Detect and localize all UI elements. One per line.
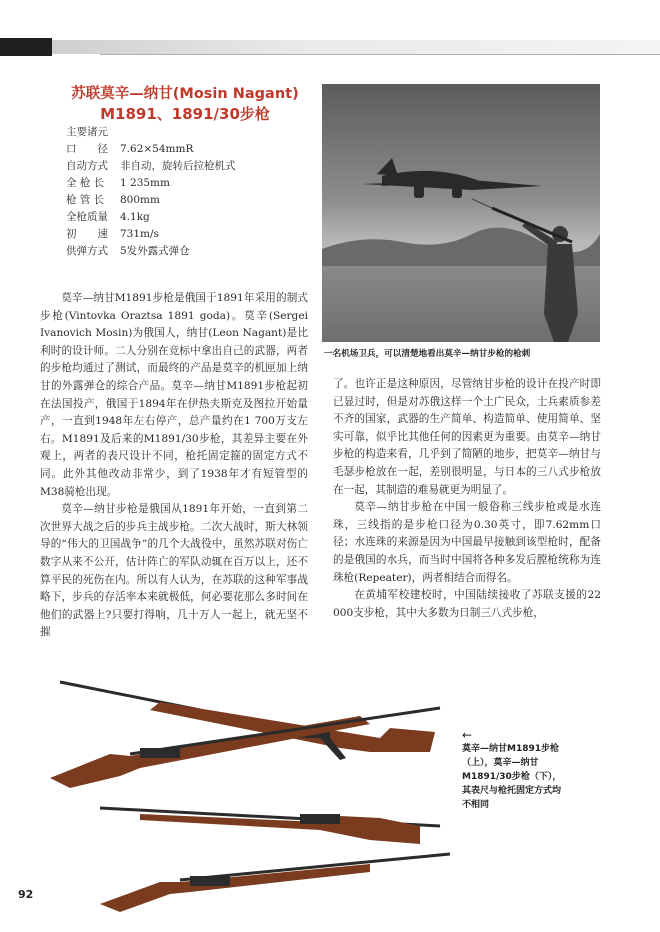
paragraph: 了。也许正是这种原因，尽管纳甘步枪的设计在投产时即已显过时，但是对苏俄这样一个土广民众，士兵素质参差不齐的国家，武器的生产简单、构造简单、使用简单、坚实可靠，似乎比其他任何的因素更为重要。由莫辛—纳甘步枪的构造来看，几乎到了简陋的地步，把莫辛—纳甘与毛瑟步枪放在一起，差别很明显，与日本的三八式步枪放在一起，其制造的难易就更为明显了。: [333, 378, 601, 496]
paragraph: 莫辛—纳甘步枪是俄国从1891年开始，一直到第二次世界大战之后的步兵主战步枪。二次大战时，斯大林领导的“伟大的卫国战争”的几个大战役中，虽然苏联对伤亡数字从来不公开，估计阵亡的军队动辄在百万以上，还不算平民的死伤在内。所以有人认为，在苏联的这种军事战略下，步兵的存活率本来就极低，何必要花那么多时间在他们的武器上?只要打得响，几十万人一起上，就无坚不摧: [40, 503, 308, 639]
paragraph: 在黄埔军校建校时，中国陆续接收了苏联支援的22 000支步枪，其中大多数为日制三八式步枪，: [333, 589, 601, 619]
spec-value: 800mm: [120, 194, 160, 206]
spec-key: 供弹方式: [66, 245, 108, 257]
spec-value: 731m/s: [120, 228, 159, 240]
rifle-m1891-top: [60, 682, 435, 760]
paragraph: 莫辛—纳甘步枪在中国一般俗称三线步枪或是水连珠，三线指的是步枪口径为0.30英寸，即7.62mm口径；水连珠的来源是因为中国最早接触到该型枪时，配备的是俄国的水兵，而当时中国将各种多发后膛枪统称为连珠枪(Repeater)，两者相结合而得名。: [333, 501, 601, 584]
spec-row: [66, 226, 316, 243]
spec-value: 1 235mm: [120, 177, 170, 189]
body-column-left: [40, 290, 308, 642]
title-line-1: 苏联莫辛—纳甘(Mosin Nagant): [71, 86, 299, 102]
spec-key: 全枪质量: [66, 211, 108, 223]
spec-row: [66, 209, 316, 226]
spec-key: 枪 管 长: [66, 194, 105, 206]
header-band-light: [52, 40, 660, 54]
spec-key: 初 速: [66, 228, 108, 240]
spec-key: 口 径: [66, 143, 108, 155]
article-title: [70, 84, 300, 124]
rifle-caption: 莫辛—纳甘M1891步枪（上），莫辛—纳甘M1891/30步枪（下），其表尺与枪托固定方式均不相同: [462, 744, 562, 810]
paragraph: 莫辛—纳甘M1891步枪是俄国于1891年采用的制式步枪(Vintovka Oraztsa 1891 goda)。莫辛(Sergei Ivanovich Mosin)为俄国人，纳甘(Leon Nagant)是比利时的设计师。二人分别在竞标中拿出自己的武器，两者的步枪均通过了测试，而最终的产品是莫辛的机匣加上纳甘的外露弹仓的综合产品。莫辛—纳甘M1891步枪起初在法国投产，俄国于1894年在伊热夫斯克及图拉开始量产，一直到1948年左右停产，总产量约在1 700万支左右。M1891及后来的M1891/30步枪，其差异主要在外观上，两者的表尺设计不同，枪托固定箍的固定方式不同。此外其他改动非常少，到了1938年才有短管型的M38骑枪出现。: [40, 292, 308, 498]
spec-value: 4.1kg: [120, 211, 150, 223]
spec-row: [66, 158, 316, 175]
body-column-right: [333, 376, 601, 622]
spec-row: [66, 192, 316, 209]
title-line-2: M1891、1891/30步枪: [100, 105, 270, 123]
page-number: 92: [18, 888, 34, 901]
spec-value: 7.62×54mmR: [120, 143, 194, 155]
spec-key: 自动方式: [66, 160, 108, 172]
spec-heading: 主要诸元: [66, 126, 108, 138]
photo-caption: 一名机场卫兵，可以清楚地看出莫辛—纳甘步枪的枪刺: [324, 349, 531, 359]
spec-row: [66, 175, 316, 192]
spec-key: 全 枪 长: [66, 177, 105, 189]
header-band-dark: [0, 38, 52, 56]
spec-row: [66, 243, 316, 260]
rifle-third: [100, 808, 440, 844]
left-arrow-icon: ←: [462, 728, 473, 742]
rifle-illustrations: [40, 668, 460, 918]
header-rule: [100, 54, 660, 55]
spec-value: 5发外露式弹仓: [120, 245, 190, 257]
rifles-svg: [40, 668, 460, 918]
rifle-bottom: [100, 854, 450, 912]
spec-row: [66, 141, 316, 158]
guard-photo: [322, 84, 600, 342]
guard-photo-illustration: [322, 84, 600, 342]
spec-value: 非自动，旋转后拉枪机式: [120, 160, 236, 172]
spec-table: [66, 124, 316, 260]
